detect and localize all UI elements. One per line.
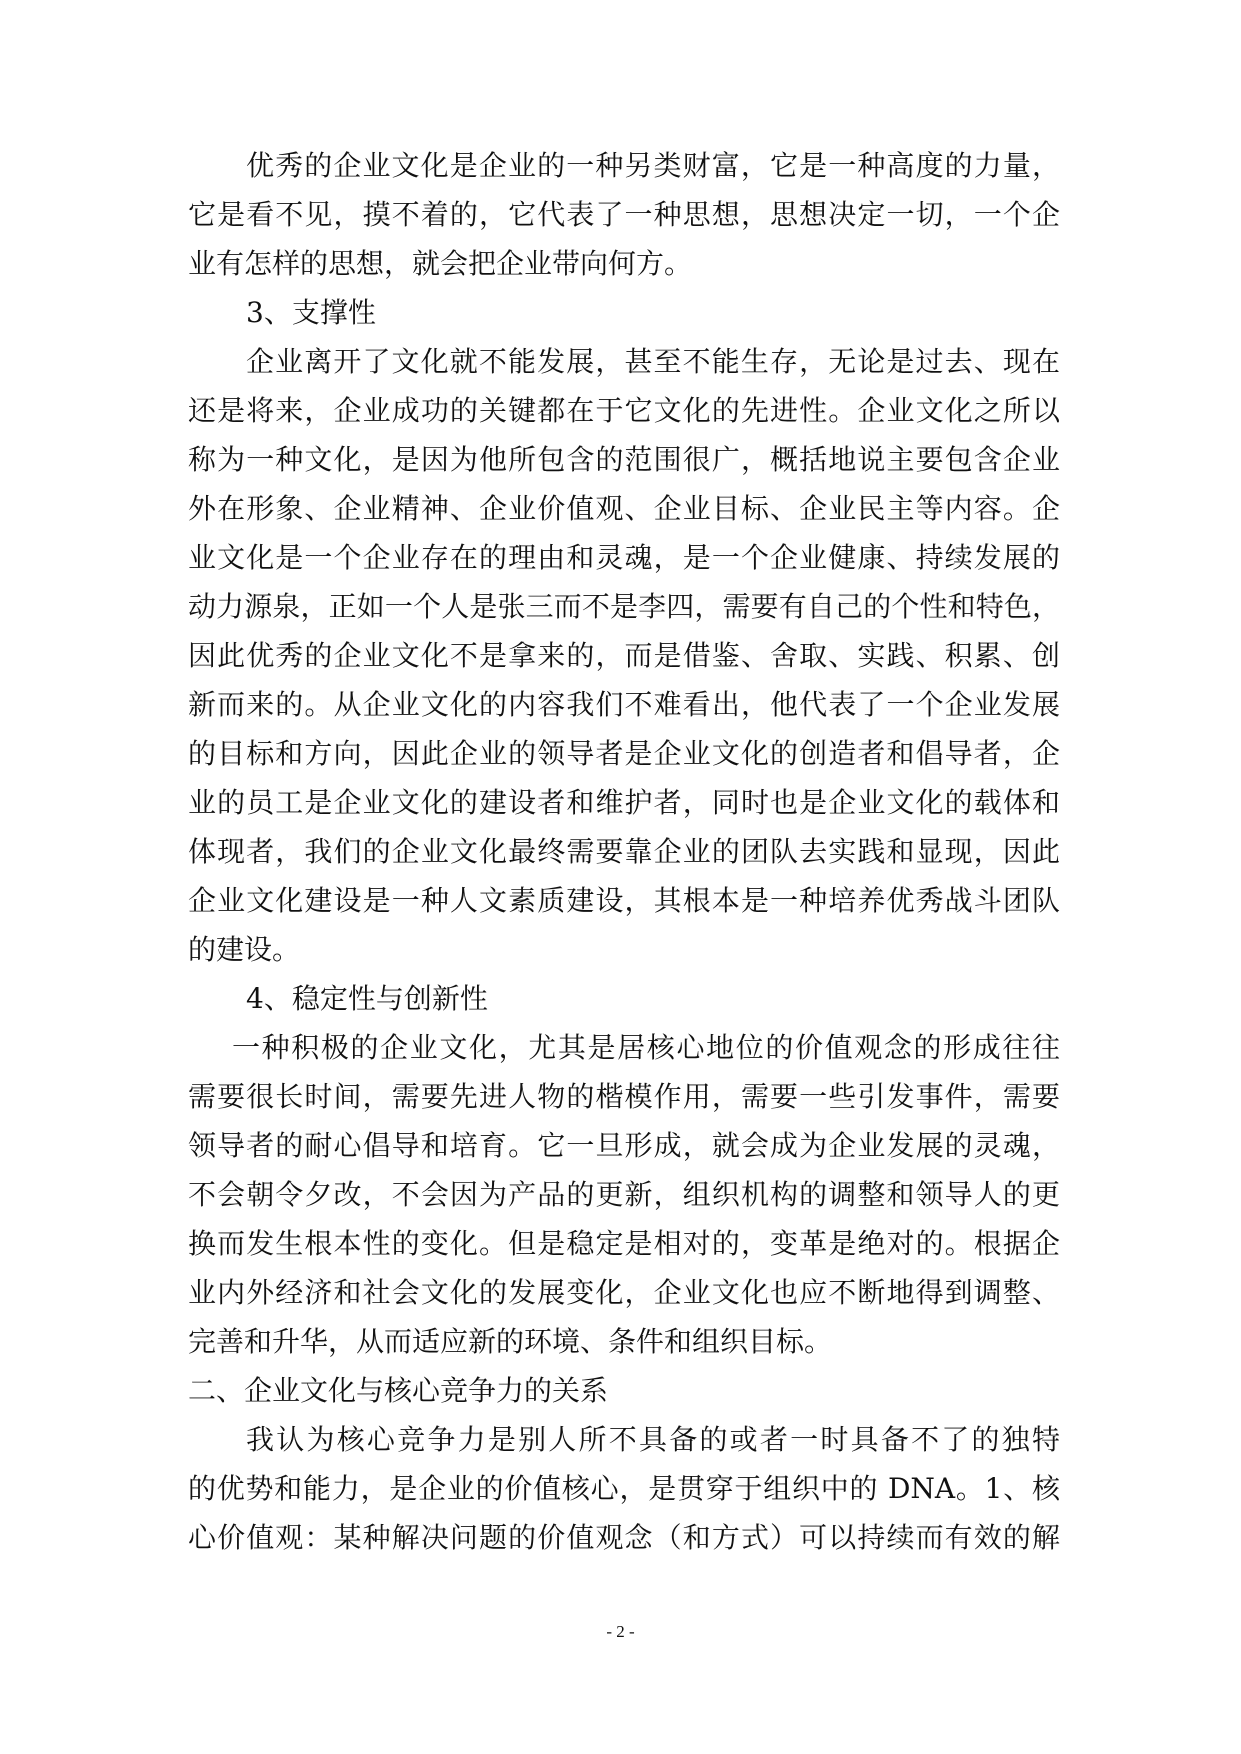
body-line: 企业离开了文化就不能发展，甚至不能生存，无论是过去、现在: [246, 345, 1060, 378]
body-line: 新而来的。从企业文化的内容我们不难看出，他代表了一个企业发展: [188, 688, 1060, 721]
body-line: 企业文化建设是一种人文素质建设，其根本是一种培养优秀战斗团队: [188, 884, 1060, 917]
body-line: 优秀的企业文化是企业的一种另类财富，它是一种高度的力量，: [246, 149, 1060, 182]
body-line: 的建设。: [188, 933, 301, 966]
body-line: 业内外经济和社会文化的发展变化，企业文化也应不断地得到调整、: [188, 1276, 1060, 1309]
body-line: 不会朝令夕改，不会因为产品的更新，组织机构的调整和领导人的更: [188, 1178, 1060, 1211]
body-line: 体现者，我们的企业文化最终需要靠企业的团队去实践和显现，因此: [188, 835, 1060, 868]
body-line: 心价值观：某种解决问题的价值观念（和方式）可以持续而有效的解: [188, 1521, 1060, 1554]
body-line: 外在形象、企业精神、企业价值观、企业目标、企业民主等内容。企: [188, 492, 1060, 525]
body-line: 它是看不见，摸不着的，它代表了一种思想，思想决定一切，一个企: [188, 198, 1060, 231]
body-line: 业的员工是企业文化的建设者和维护者，同时也是企业文化的载体和: [188, 786, 1060, 819]
body-line: 称为一种文化，是因为他所包含的范围很广，概括地说主要包含企业: [188, 443, 1060, 476]
body-line: 需要很长时间，需要先进人物的楷模作用，需要一些引发事件，需要: [188, 1080, 1060, 1113]
body-line: 领导者的耐心倡导和培育。它一旦形成，就会成为企业发展的灵魂，: [188, 1129, 1060, 1162]
section-heading: 4、稳定性与创新性: [246, 982, 488, 1015]
section-heading: 3、支撑性: [246, 296, 376, 329]
body-line: 换而发生根本性的变化。但是稳定是相对的，变革是绝对的。根据企: [188, 1227, 1060, 1260]
body-line: 因此优秀的企业文化不是拿来的，而是借鉴、舍取、实践、积累、创: [188, 639, 1060, 672]
body-line: 业文化是一个企业存在的理由和灵魂，是一个企业健康、持续发展的: [188, 541, 1060, 574]
body-line: 一种积极的企业文化，尤其是居核心地位的价值观念的形成往往: [232, 1031, 1060, 1064]
body-line: 完善和升华，从而适应新的环境、条件和组织目标。: [188, 1325, 833, 1358]
page-number: - 2 -: [606, 1622, 635, 1641]
body-line: 业有怎样的思想，就会把企业带向何方。: [188, 247, 693, 280]
body-line: 还是将来，企业成功的关键都在于它文化的先进性。企业文化之所以: [188, 394, 1060, 427]
body-line: 动力源泉，正如一个人是张三而不是李四，需要有自己的个性和特色，: [188, 590, 1060, 623]
body-line: 我认为核心竞争力是别人所不具备的或者一时具备不了的独特: [246, 1423, 1060, 1456]
body-line: 的优势和能力，是企业的价值核心，是贯穿于组织中的 DNA。1、核: [188, 1472, 1060, 1505]
body-line: 的目标和方向，因此企业的领导者是企业文化的创造者和倡导者，企: [188, 737, 1060, 770]
section-heading: 二、企业文化与核心竞争力的关系: [188, 1374, 609, 1407]
